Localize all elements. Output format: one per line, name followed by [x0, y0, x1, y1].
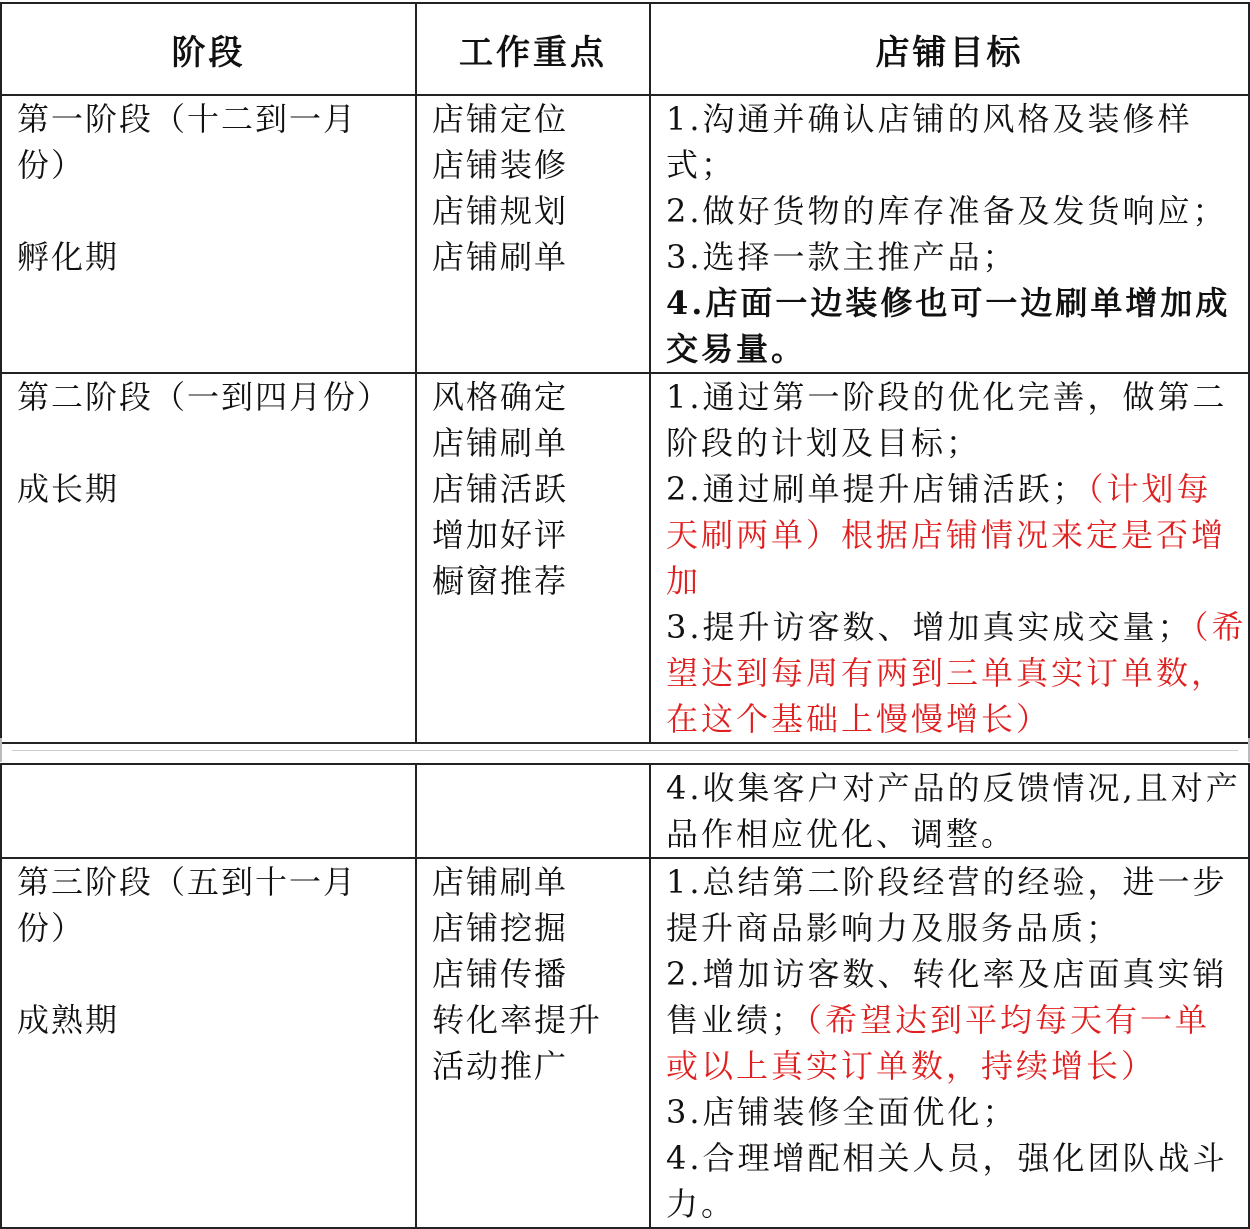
cell-text: 风格确定: [432, 378, 569, 416]
cell-text: 3.提升访客数、增加真实成交量；: [666, 608, 1193, 646]
text-line: [651, 951, 1248, 997]
stage-cell: [1, 764, 416, 858]
focus-cell: [416, 373, 650, 743]
highlight-text: （希: [1192, 608, 1247, 646]
text-line: [417, 859, 649, 905]
text-line: [2, 96, 415, 142]
cell-text: 1.总结第二阶段经营的经验，进一步: [666, 863, 1228, 901]
text-line: [2, 374, 415, 420]
text-line: [417, 466, 649, 512]
text-line: [2, 997, 415, 1043]
text-line: [417, 1043, 649, 1089]
stage-cell: [1, 373, 416, 743]
text-line: [417, 142, 649, 188]
text-line: [417, 96, 649, 142]
text-line: [651, 512, 1248, 558]
text-line: [417, 558, 649, 604]
text-line: [651, 765, 1248, 811]
text-line: [417, 951, 649, 997]
text-line: [417, 997, 649, 1043]
text-line: [651, 234, 1248, 280]
text-line: [651, 1089, 1248, 1135]
highlight-text: 加: [666, 562, 702, 600]
text-line: [2, 859, 415, 905]
cell-text: 1.通过第一阶段的优化完善，做第二: [666, 378, 1228, 416]
text-line: [651, 650, 1248, 696]
cell-text: 店铺定位: [432, 100, 569, 138]
text-line: [651, 1043, 1248, 1089]
focus-cell: [416, 858, 650, 1228]
cell-text: 第二阶段（一到四月份）: [17, 378, 392, 416]
highlight-text: （计划每: [1087, 470, 1212, 508]
text-line: [2, 951, 415, 997]
highlight-text: 在这个基础上慢慢增长）: [666, 700, 1052, 738]
text-line: [651, 188, 1248, 234]
cell-text: 转化率提升: [432, 1001, 603, 1039]
table-row: [1, 373, 1249, 743]
text-line: [2, 420, 415, 466]
goal-cell: [650, 373, 1249, 743]
text-line: [651, 142, 1248, 188]
cell-text: 份）: [17, 146, 86, 184]
cell-text: 橱窗推荐: [432, 562, 569, 600]
text-line: [417, 905, 649, 951]
cell-text: 2.通过刷单提升店铺活跃；: [666, 470, 1088, 508]
text-line: [2, 188, 415, 234]
text-line: [651, 696, 1248, 742]
cell-text: 2.做好货物的库存准备及发货响应；: [666, 192, 1228, 230]
cell-text: 成长期: [17, 470, 120, 508]
focus-cell: [416, 764, 650, 858]
highlight-text: 望达到每周有两到三单真实订单数，: [666, 654, 1227, 692]
text-line: [651, 859, 1248, 905]
cell-text: 交易量。: [666, 330, 807, 368]
cell-text: 孵化期: [17, 238, 120, 276]
cell-text: 店铺刷单: [432, 424, 569, 462]
text-line: [651, 466, 1248, 512]
cell-text: 1.沟通并确认店铺的风格及装修样: [666, 100, 1193, 138]
focus-cell: [416, 95, 650, 373]
cell-text: 店铺传播: [432, 955, 569, 993]
text-line: [417, 234, 649, 280]
header-goal: 店铺目标: [650, 3, 1249, 95]
cell-text: 店铺挖掘: [432, 909, 569, 947]
text-line: [2, 234, 415, 280]
cell-text: 第一阶段（十二到一月: [17, 100, 358, 138]
cell-text: 店铺装修: [432, 146, 569, 184]
table-row: [1, 95, 1249, 373]
cell-text: 售业绩；: [666, 1001, 807, 1039]
text-line: [651, 905, 1248, 951]
text-line: [651, 374, 1248, 420]
goal-cell: [650, 858, 1249, 1228]
cell-text: 份）: [17, 909, 86, 947]
highlight-text: 天刷两单）根据店铺情况来定是否增: [666, 516, 1227, 554]
text-line: [417, 188, 649, 234]
text-line: [651, 1135, 1248, 1181]
header-row: [1, 3, 1249, 95]
plan-table: [0, 2, 1250, 744]
cell-text: 店铺刷单: [432, 238, 569, 276]
stage-cell: [1, 858, 416, 1228]
header-stage: 阶段: [1, 3, 416, 95]
text-line: [2, 142, 415, 188]
text-line: [651, 811, 1248, 857]
text-line: [651, 1181, 1248, 1227]
cell-text: 店铺活跃: [432, 470, 569, 508]
goal-cell: [650, 95, 1249, 373]
cell-text: 3.选择一款主推产品；: [666, 238, 1018, 276]
text-line: [417, 420, 649, 466]
text-line: [2, 905, 415, 951]
text-line: [651, 96, 1248, 142]
cell-text: 4.合理增配相关人员，强化团队战斗: [666, 1139, 1228, 1177]
cell-text: 店铺刷单: [432, 863, 569, 901]
cell-text: 式；: [666, 146, 737, 184]
stage-cell: [1, 95, 416, 373]
cell-text: 阶段的计划及目标；: [666, 424, 982, 462]
text-line: [417, 374, 649, 420]
cell-text: 3.店铺装修全面优化；: [666, 1093, 1018, 1131]
highlight-text: 或以上真实订单数，持续增长）: [666, 1047, 1157, 1085]
cell-text: 成熟期: [17, 1001, 120, 1039]
cell-text: 活动推广: [432, 1047, 569, 1085]
cell-text: 第三阶段（五到十一月: [17, 863, 358, 901]
cell-text: 店铺规划: [432, 192, 569, 230]
cell-text: 品作相应优化、调整。: [666, 815, 1017, 853]
cell-text: 提升商品影响力及服务品质；: [666, 909, 1122, 947]
text-line: [651, 420, 1248, 466]
text-line: [651, 604, 1248, 650]
text-line: [2, 466, 415, 512]
text-line: [651, 280, 1248, 326]
table-row: [1, 764, 1249, 858]
cell-text: 力。: [666, 1185, 737, 1223]
plan-table-continued: [0, 763, 1250, 1229]
text-line: [651, 326, 1248, 372]
cell-text: 4.店面一边装修也可一边刷单增加成: [666, 284, 1231, 322]
cell-text: 4.收集客户对产品的反馈情况,且对产: [666, 769, 1241, 807]
text-line: [417, 512, 649, 558]
goal-cell: [650, 764, 1249, 858]
table-row: [1, 858, 1249, 1228]
cell-text: 2.增加访客数、转化率及店面真实销: [666, 955, 1228, 993]
cell-text: 增加好评: [432, 516, 569, 554]
header-focus: 工作重点: [416, 3, 650, 95]
text-line: [651, 997, 1248, 1043]
highlight-text: （希望达到平均每天有一单: [806, 1001, 1211, 1039]
page-break: [0, 738, 1250, 762]
text-line: [651, 558, 1248, 604]
